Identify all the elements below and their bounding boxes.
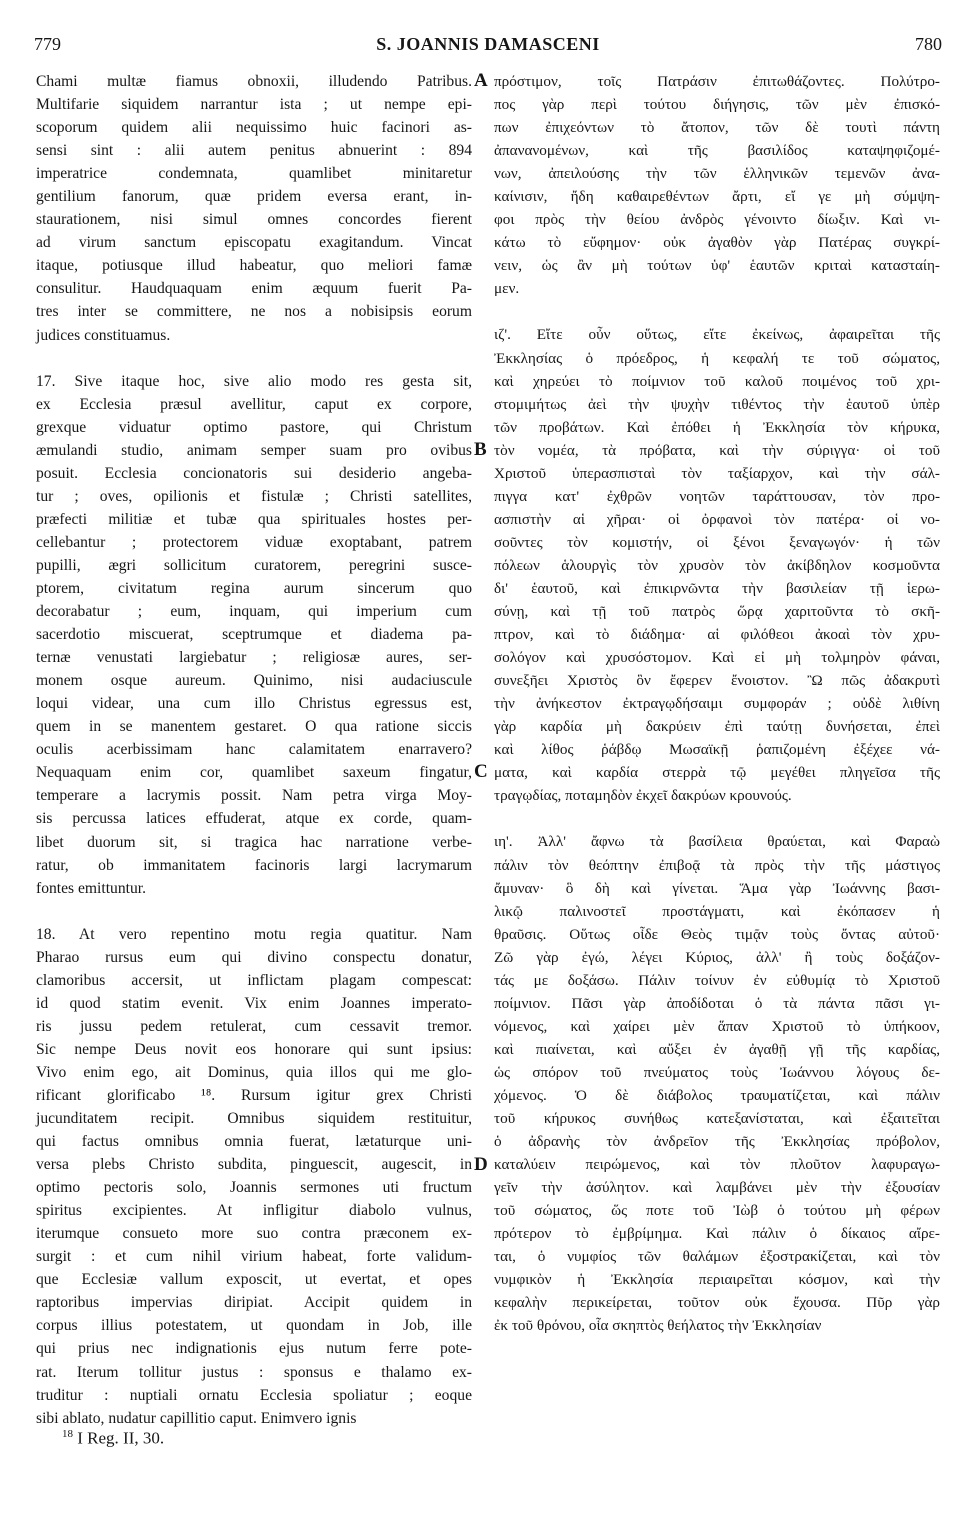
latin-line: Vivo enim ego, ait Dominus, quia illos qui me glo- — [36, 1063, 472, 1081]
latin-line: iterumque consueto more suo contra præconem ex- — [36, 1225, 472, 1243]
latin-line: judices constituamus. — [36, 326, 171, 344]
latin-column — [36, 70, 472, 1430]
greek-line: Ζῶ γὰρ ἐγώ, λέγει Κύριος, ἀλλ' ἢ τοὺς δοξάζον- — [494, 948, 940, 966]
greek-line: καὶ λίθος ῥάβδῳ Μωσαϊκῇ ῥαπιζομένη ἐξέχεε νά- — [494, 741, 940, 759]
greek-line: πόλεων ἁλουργὶς τὸν χρυσὸν τὸν ἀκίβδηλον κοσμοῦντα — [494, 556, 940, 574]
latin-line: æmulandi studio, animam semper suam pro ovibus — [36, 441, 472, 459]
latin-line: optimo pectoris solo, Joannis sermones uti fructum — [36, 1179, 472, 1197]
latin-line: quem in se manentem gestaret. O qua ratione siccis — [36, 718, 472, 736]
greek-line: κάτω τὸ εὔφημον· οὐκ ἀγαθὸν γὰρ Πατέρας συγκρί- — [494, 234, 940, 252]
latin-line: raptoribus impervias diripiat. Accipit quidem in — [36, 1294, 472, 1312]
latin-line: grexque viduatur optimo pastore, qui Christum — [36, 418, 472, 436]
greek-line: σολόγον καὶ χρυσόστομον. Καὶ εἰ μὴ τολμηρὸν φάναι, — [494, 649, 940, 667]
greek-line: πων ἐπιχεόντων τὸ ἄτοπον, τῶν δὲ τουτὶ πάντη — [494, 119, 940, 137]
greek-line: φοι πρὸς τὴν θείου ἀνδρὸς γένοιντο δίωξιν. Καὶ νι- — [494, 211, 940, 229]
greek-line: νόμενος, καὶ χαίρει μὲν ἅπαν Χριστοῦ τὸ ὑπήκοον, — [494, 1017, 940, 1035]
greek-line: δι' ἑαυτοῦ, καὶ ἐπικιρνῶντα τὴν βασιλείαν τῇ ἱερω- — [494, 579, 940, 597]
latin-line: loqui videar, una cum illo Christus egressus est, — [36, 695, 472, 713]
latin-line: qui factus omnibus omnia fuerat, lætaturque uni- — [36, 1133, 472, 1151]
greek-line: ἀπανανομένων, καὶ τῆς βασιλίδος καταψηφιζομέ- — [494, 142, 940, 160]
latin-line: Sic nempe Deus novit eos honorare qui sunt ipsius: — [36, 1040, 472, 1058]
greek-line: ασπιστὴν αἱ χῆραι· οἱ ὀρφανοὶ τὸν πατέρα· οἱ νο- — [494, 510, 940, 528]
footnote-mark: 18 — [62, 1428, 73, 1440]
latin-line: decorabatur ; eum, inquam, qui imperium cum — [36, 603, 472, 621]
paragraph-gap — [36, 347, 472, 370]
latin-line: ad virum sanctum episcopatu exagitandum. Vincat — [36, 234, 472, 252]
latin-line: ex Ecclesia præsul avellitur, caput ex corpore, — [36, 395, 472, 413]
greek-line: θραῦσις. Οὕτως οἶδε Θεὸς τιμᾷν τοὺς ὄντας αὐτοῦ· — [494, 925, 940, 943]
paragraph-gap — [494, 807, 940, 830]
running-title: S. JOANNIS DAMASCENI — [376, 34, 600, 54]
greek-line: ιζ'. Εἴτε οὖν οὕτως, εἴτε ἐκείνως, ἀφαιρεῖται τῆς — [494, 326, 940, 344]
greek-line: ὡς σπόρον τοῦ πνεύματος τοὺς Ἰωάννου λόγους δε- — [494, 1063, 940, 1081]
latin-line: oculis acerbissimam hanc calamitatem enarravero? — [36, 741, 472, 759]
footnote-text: I Reg. II, 30. — [77, 1428, 165, 1448]
greek-line: λικῷ παλινοστεῖ προστάγματι, καὶ ἐκόπασεν ἡ — [494, 902, 940, 920]
greek-line: τὸν νομέα, τὰ πρόβατα, καὶ τὴν σύριγγα· οἱ τοῦ — [494, 441, 940, 459]
greek-line: γὰρ καρδία μὴ δακρύειν ἐπὶ ταύτῃ δυνήσεται, ἐπεὶ — [494, 718, 940, 736]
latin-line: consulitur. Haudquaquam enim æquum fuerit Pa- — [36, 280, 472, 298]
footnote — [62, 1428, 164, 1449]
greek-line: καὶ πιαίνεται, καὶ αὔξει ἐν ἀγαθῇ γῇ τῆς καρδίας, — [494, 1040, 940, 1058]
greek-line: ιη'. Ἀλλ' ἄφνω τὰ βασίλεια θραύεται, καὶ Φαραὼ — [494, 833, 940, 851]
greek-column — [494, 70, 940, 1337]
greek-line: συνεξῆει Χριστὸς ὃν ἔφερεν ἔνοιστον. Ὢ πῶς ἀδακρυτὶ — [494, 672, 940, 690]
page-number-left: 779 — [34, 34, 61, 54]
latin-line: jucunditatem recipit. Omnibus siquidem restituitur, — [36, 1110, 472, 1128]
greek-line: τῶν προβάτων. Καὶ ἐπόθει ἡ Ἐκκλησία τὸν κήρυκα, — [494, 418, 940, 436]
greek-line: κεφαλὴν περικείρεται, τοῦτον οὐκ ἔχουσα. Πῦρ γὰρ — [494, 1294, 940, 1312]
greek-line: μεν. — [494, 280, 520, 298]
greek-line: πιγγα κατ' ἐχθρῶν νοητῶν ταράττουσαν, τὸν προ- — [494, 487, 940, 505]
greek-line: γεῖν τὴν ἀσύλητον. καὶ λαμβάνει μὲν τὴν ἐξουσίαν — [494, 1179, 940, 1197]
greek-line: καταλύειν πειρώμενος, καὶ τὸν πλοῦτον λαφυραγω- — [494, 1156, 940, 1174]
latin-line: Multifarie siquidem narrantur ista ; ut nempe epi- — [36, 96, 472, 114]
greek-line: στομιμήτως ἀεὶ τὴν ψυχὴν τιθέντος τὴν ἑαυτοῦ ὑπὲρ — [494, 395, 940, 413]
running-header — [34, 34, 942, 64]
latin-line: ternæ venustati largiebatur ; religiosæ aures, ser- — [36, 649, 472, 667]
greek-line: τοῦ σώματος, ὥς ποτε τοῦ Ἰὼβ ὁ τούτου μὴ φέρων — [494, 1202, 940, 1220]
latin-line: pupilli, ægri sollicitum curatorem, peregrini susce- — [36, 556, 472, 574]
latin-line: Pharao rursus eum qui divino conspectu donatur, — [36, 948, 472, 966]
greek-line: πάλιν τὸν θεόπτην ἐπιβοᾷ τὰ πρὸς τὴν τῆς μάστιγος — [494, 856, 940, 874]
greek-line: ματα, καὶ καρδία στερρὰ τῷ μεγέθει πληγεῖσα τῆς — [494, 764, 940, 782]
paragraph-gap — [36, 900, 472, 923]
margin-letter-d: D — [474, 1154, 488, 1175]
latin-line: Chami multæ fiamus obnoxii, illudendo Patribus. — [36, 73, 472, 90]
latin-line: corpus illius potestatem, ut quondam in Job, ille — [36, 1317, 472, 1335]
greek-line: ἄμυναν· ὃ δὴ καὶ γίνεται. Ἅμα γὰρ Ἰωάννης βασι- — [494, 879, 940, 897]
greek-line: σύνῃ, καὶ τῇ τοῦ πατρὸς ὥρᾳ χαριτοῦντα τὸ σκῆ- — [494, 603, 940, 621]
latin-line: præfecti militiæ et tubæ qua spirituales hostes per- — [36, 510, 472, 528]
latin-line: sacerdotio miscuerat, sceptrumque et diadema pa- — [36, 626, 472, 644]
greek-line: νειν, ὡς ἂν μὴ τούτων ὑφ' ἑαυτῶν κριταὶ κατασταίη- — [494, 257, 940, 275]
latin-line: 18. At vero repentino motu regia quatitur. Nam — [36, 925, 472, 943]
latin-line: ratur, ob immanitatem facinoris largi lacrymarum — [36, 856, 472, 874]
margin-letter-b: B — [474, 439, 487, 460]
latin-line: rificant glorificabo ¹⁸. Rursum igitur grex Christi — [36, 1086, 472, 1104]
greek-line: καὶ χηρεύει τὸ ποίμνιον τοῦ καλοῦ ποιμένος τοῦ χρι- — [494, 372, 940, 390]
latin-line: fontes emittuntur. — [36, 879, 147, 897]
latin-line: cellebantur ; protectorem viduæ exoptabant, patrem — [36, 533, 472, 551]
latin-line: versa plebs Christo subdita, pinguescit, augescit, in — [36, 1156, 472, 1174]
greek-line: νων, ἀπειλούσης τὴν τῶν ἑλληνικῶν τεμενῶν ἀνα- — [494, 165, 940, 183]
greek-line: τοῦ κήρυκος συνήθως κατεξανίσταται, καὶ ἐξαιτεῖται — [494, 1110, 940, 1128]
latin-line: sis percussa latices effuderat, atque ex corde, quam- — [36, 810, 472, 828]
latin-line: spiritus excipientes. At infligitur diabolo vulnus, — [36, 1202, 472, 1220]
latin-line: sibi ablato, nudatur capillitio caput. Enimvero ignis — [36, 1409, 357, 1427]
margin-letter-c: C — [474, 761, 488, 782]
greek-line: ὁ ἀδρανὴς τὸν ἀνδρεῖον τῆς Ἐκκλησίας πρόβολον, — [494, 1133, 940, 1151]
latin-line: tur ; oves, opilionis et fistulæ ; Christi satellites, — [36, 487, 472, 505]
greek-line: ποίμνιον. Πᾶσι γὰρ ἀποδίδοται ὁ τὰ πάντα πᾶσι γι- — [494, 994, 940, 1012]
latin-line: que Ecclesiæ vallum exposcit, ut evertat, et opes — [36, 1271, 472, 1289]
page-number-right: 780 — [915, 34, 942, 54]
latin-line: rat. Iterum tollitur justus : sponsus e thalamo ex- — [36, 1363, 472, 1381]
latin-line: imperatrice condemnata, quamlibet minitaretur — [36, 165, 472, 183]
greek-line: πρόστιμον, τοῖς Πατράσιν ἐπιτωθάζοντες. Πολύτρο- — [494, 73, 940, 90]
greek-line: σοῦντες τὸν κομιστήν, οἱ ξένοι ξεναγωγόν· ἡ τῶν — [494, 533, 940, 551]
latin-line: itaque, potiusque illud habeatur, quo meliori famæ — [36, 257, 472, 275]
greek-line: καίνισιν, ἤδη καθαιρεθέντων ἄρτι, εἴ γε μὴ σύμψη- — [494, 188, 940, 206]
greek-line: πος γὰρ περὶ τούτου διήγησις, τῶν μὲν ἐπισκό- — [494, 96, 940, 114]
latin-line: sensi sint : alii autem penitus abnuerint : 894 — [36, 142, 472, 160]
latin-line: surgit : et cum nihil virium habeat, forte validum- — [36, 1248, 472, 1266]
latin-line: clamoribus accersit, ut inflictam plagam compescat: — [36, 971, 472, 989]
greek-line: χόμενος. Ὁ δὲ διάβολος τραυματίζεται, καὶ πάλιν — [494, 1086, 940, 1104]
greek-line: τραγῳδίας, ποταμηδὸν ἐκχεῖ δακρύων κρουνούς. — [494, 787, 792, 805]
greek-line: νυμφικὸν ἡ Ἐκκλησία περιαιρεῖται κόσμον, καὶ τὴν — [494, 1271, 940, 1289]
latin-line: temperare a lacrymis possit. Nam petra virga Moy- — [36, 787, 472, 805]
latin-line: ris jussu pedem retulerat, cum cessavit tremor. — [36, 1017, 472, 1035]
latin-line: qui prius nec indignationis ejus nutum ferre pote- — [36, 1340, 472, 1358]
greek-line: τάς με δοξάσω. Πάλιν τοίνυν ἐν εὐθυμίᾳ τὸ Χριστοῦ — [494, 971, 940, 989]
latin-line: scoporum quidem alii nequissimo huic facinori as- — [36, 119, 472, 137]
latin-line: posuit. Ecclesia concionatoris sui desiderio angeba- — [36, 464, 472, 482]
paragraph-gap — [494, 300, 940, 323]
greek-line: Ἐκκλησίας ὁ πρόεδρος, ἡ κεφαλή τε τοῦ σώματος, — [494, 349, 940, 367]
latin-line: Nequaquam enim cor, quamlibet saxeum fingatur, — [36, 764, 472, 782]
latin-line: gentilium fanorum, quæ pridem eversa erant, in- — [36, 188, 472, 206]
greek-line: Χριστοῦ ὑπερασπισταὶ τὸν ταξίαρχον, καὶ τὴν σάλ- — [494, 464, 940, 482]
greek-line: τὴν ἀνήκεστον ἐκτραγῳδήσαιμι συμφοράν ; οὐδὲ λιθίνη — [494, 695, 940, 713]
greek-line: πτρον, καὶ τὸ διάδημα· αἱ φιλόθεοι ἀκοαὶ τὸν χρυ- — [494, 626, 940, 644]
latin-line: truditur : nuptiali ornatu Ecclesia spoliatur ; eoque — [36, 1386, 472, 1404]
greek-line: πρότερον τὸ ἐμβρίμημα. Καὶ πάλιν ὁ δίκαιος αἴρε- — [494, 1225, 940, 1243]
latin-line: staurationem, nisi simul omnes concordes fierent — [36, 211, 472, 229]
greek-line: ται, ὁ νυμφίος τῶν θαλάμων ἐξοστρακίζεται, καὶ τὸν — [494, 1248, 940, 1266]
margin-letter-a: A — [474, 70, 488, 91]
latin-line: 17. Sive itaque hoc, sive alio modo res gesta sit, — [36, 372, 472, 390]
latin-line: tres inter se committere, ne nos a nobisipsis eorum — [36, 303, 472, 321]
latin-line: libet duorum sit, si tragica hac narratione verbe- — [36, 833, 472, 851]
latin-line: monem osque aureum. Quinimo, nisi audaciuscule — [36, 672, 472, 690]
greek-line: ἐκ τοῦ θρόνου, οἷα σκηπτὸς θεήλατος τὴν Ἐκκλησίαν — [494, 1317, 822, 1335]
latin-line: ptorem, civitatum regina aurum sincerum quo — [36, 579, 472, 597]
latin-line: id quod statim evenit. Vix enim Joannes imperato- — [36, 994, 472, 1012]
